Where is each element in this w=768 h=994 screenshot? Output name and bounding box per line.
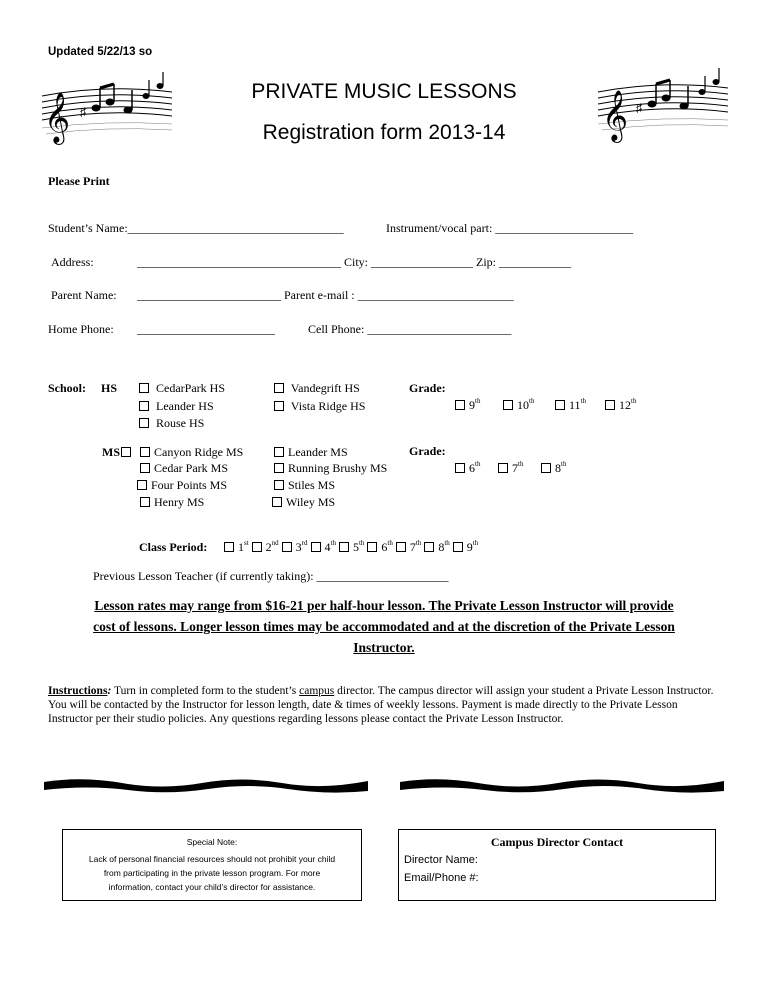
checkbox[interactable]	[137, 480, 147, 490]
special-note-title: Special Note:	[186, 837, 238, 847]
checkbox[interactable]	[339, 542, 349, 552]
home-phone-label: Home Phone:	[48, 322, 114, 336]
period-option[interactable]: 6th	[367, 540, 392, 554]
ms-label[interactable]: MS	[102, 445, 135, 460]
checkbox[interactable]	[252, 542, 262, 552]
checkbox[interactable]	[224, 542, 234, 552]
cell-phone-field[interactable]: Cell Phone: ________________________	[308, 322, 512, 336]
rates-line-1: Lesson rates may range from $16-21 per half-hour lesson. The Private Lesson Instructor will provide	[94, 598, 674, 613]
hs-grade-option[interactable]: 12th	[605, 398, 636, 413]
school-label: School:	[48, 381, 87, 395]
period-option[interactable]: 7th	[396, 540, 421, 554]
wavy-divider-right	[398, 774, 726, 798]
email-phone-field[interactable]: Email/Phone #:	[404, 872, 479, 884]
instrument-field[interactable]: Instrument/vocal part: _______________________	[386, 221, 634, 235]
checkbox[interactable]	[274, 480, 284, 490]
checkbox[interactable]	[272, 497, 282, 507]
ms-option-wiley[interactable]: Wiley MS	[272, 495, 335, 510]
student-name-field[interactable]: Student’s Name:____________________________________	[48, 221, 344, 235]
checkbox[interactable]	[139, 383, 149, 393]
checkbox[interactable]	[140, 447, 150, 457]
hs-label: HS	[101, 381, 118, 395]
checkbox[interactable]	[139, 418, 149, 428]
ms-option-cedar-park[interactable]: Cedar Park MS	[140, 461, 228, 476]
rates-line-2: cost of lessons. Longer lesson times may be accommodated and at the discretion of the Private Lesson	[93, 619, 675, 634]
hs-grade-option[interactable]: 9th	[455, 398, 480, 413]
checkbox[interactable]	[424, 542, 434, 552]
campus-contact-box	[398, 829, 716, 901]
checkbox[interactable]	[140, 463, 150, 473]
updated-note: Updated 5/22/13 so	[48, 46, 153, 58]
wavy-divider-left	[42, 774, 370, 798]
director-name-field[interactable]: Director Name:	[404, 854, 478, 866]
ms-option-stiles[interactable]: Stiles MS	[274, 478, 335, 493]
ms-option-four-points[interactable]: Four Points MS	[137, 478, 227, 493]
svg-text:♯: ♯	[636, 101, 642, 115]
checkbox[interactable]	[541, 463, 551, 473]
ms-grade-label: Grade:	[409, 444, 446, 458]
parent-name-email-field[interactable]: ________________________ Parent e-mail : __________________________	[137, 288, 514, 302]
ms-grade-option[interactable]: 7th	[498, 461, 523, 476]
ms-option-leander[interactable]: Leander MS	[274, 445, 348, 460]
ms-grade-option[interactable]: 6th	[455, 461, 480, 476]
special-note-text: Lack of personal financial resources should not prohibit your child from participating in the private lesson program. For more information, contact your child’s director for assistance.	[88, 854, 336, 892]
checkbox[interactable]	[274, 401, 284, 411]
instructions-paragraph: Instructions: Turn in completed form to the student’s campus director. The campus director will assign your student a Private Lesson Instructor. You will be contacted by the Instructor for lesson length, date & times of weekly lessons. Payment is made directly to the Private Lesson Instructor per their studio policies. Any questions regarding lessons please contact the Private Lesson Instructor.	[48, 685, 714, 725]
period-option[interactable]: 8th	[424, 540, 449, 554]
hs-option-leander[interactable]: Leander HS	[139, 399, 214, 414]
home-phone-field[interactable]: _______________________	[137, 322, 275, 336]
rates-line-3: Instructor.	[353, 640, 415, 655]
hs-option-vandegrift[interactable]: Vandegrift HS	[274, 381, 360, 396]
ms-option-henry[interactable]: Henry MS	[140, 495, 204, 510]
ms-option-canyon-ridge[interactable]: Canyon Ridge MS	[140, 445, 243, 460]
hs-grade-option[interactable]: 10th	[503, 398, 534, 413]
instructions-label: Instructions	[48, 685, 108, 697]
please-print-label: Please Print	[48, 174, 110, 188]
checkbox[interactable]	[282, 542, 292, 552]
campus-contact-title: Campus Director Contact	[490, 835, 624, 849]
period-option[interactable]: 1st	[224, 540, 249, 554]
checkbox[interactable]	[503, 400, 513, 410]
checkbox[interactable]	[139, 401, 149, 411]
period-option[interactable]: 2nd	[252, 540, 279, 554]
checkbox[interactable]	[274, 463, 284, 473]
checkbox[interactable]	[453, 542, 463, 552]
previous-teacher-field[interactable]: Previous Lesson Teacher (if currently taking): ______________________	[93, 569, 449, 583]
svg-text:♯: ♯	[80, 105, 86, 119]
checkbox[interactable]	[140, 497, 150, 507]
checkbox[interactable]	[274, 383, 284, 393]
hs-grade-label: Grade:	[409, 381, 446, 395]
period-option[interactable]: 3rd	[282, 540, 308, 554]
checkbox[interactable]	[555, 400, 565, 410]
hs-option-vista-ridge[interactable]: Vista Ridge HS	[274, 399, 365, 414]
period-option[interactable]: 4th	[311, 540, 336, 554]
special-note-box	[62, 829, 362, 901]
hs-option-rouse[interactable]: Rouse HS	[139, 416, 204, 431]
svg-text:𝄞: 𝄞	[44, 92, 71, 143]
address-city-zip-field[interactable]: __________________________________ City: _________________ Zip: ____________	[137, 255, 572, 269]
checkbox[interactable]	[455, 400, 465, 410]
parent-name-label: Parent Name:	[51, 288, 117, 302]
page-subtitle: Registration form 2013-14	[262, 121, 506, 144]
checkbox[interactable]	[367, 542, 377, 552]
checkbox[interactable]	[311, 542, 321, 552]
ms-grade-option[interactable]: 8th	[541, 461, 566, 476]
period-option[interactable]: 5th	[339, 540, 364, 554]
hs-grade-option[interactable]: 11th	[555, 398, 586, 413]
svg-text:𝄞: 𝄞	[602, 90, 629, 141]
checkbox[interactable]	[121, 447, 131, 457]
period-option[interactable]: 9th	[453, 540, 478, 554]
class-period-options	[224, 540, 478, 555]
checkbox[interactable]	[498, 463, 508, 473]
ms-option-running-brushy[interactable]: Running Brushy MS	[274, 461, 387, 476]
class-period-label: Class Period:	[139, 540, 208, 554]
checkbox[interactable]	[605, 400, 615, 410]
checkbox[interactable]	[455, 463, 465, 473]
checkbox[interactable]	[274, 447, 284, 457]
page-title: PRIVATE MUSIC LESSONS	[251, 80, 517, 103]
hs-option-cedar-park[interactable]: CedarPark HS	[139, 381, 225, 396]
address-label: Address:	[51, 255, 94, 269]
checkbox[interactable]	[396, 542, 406, 552]
